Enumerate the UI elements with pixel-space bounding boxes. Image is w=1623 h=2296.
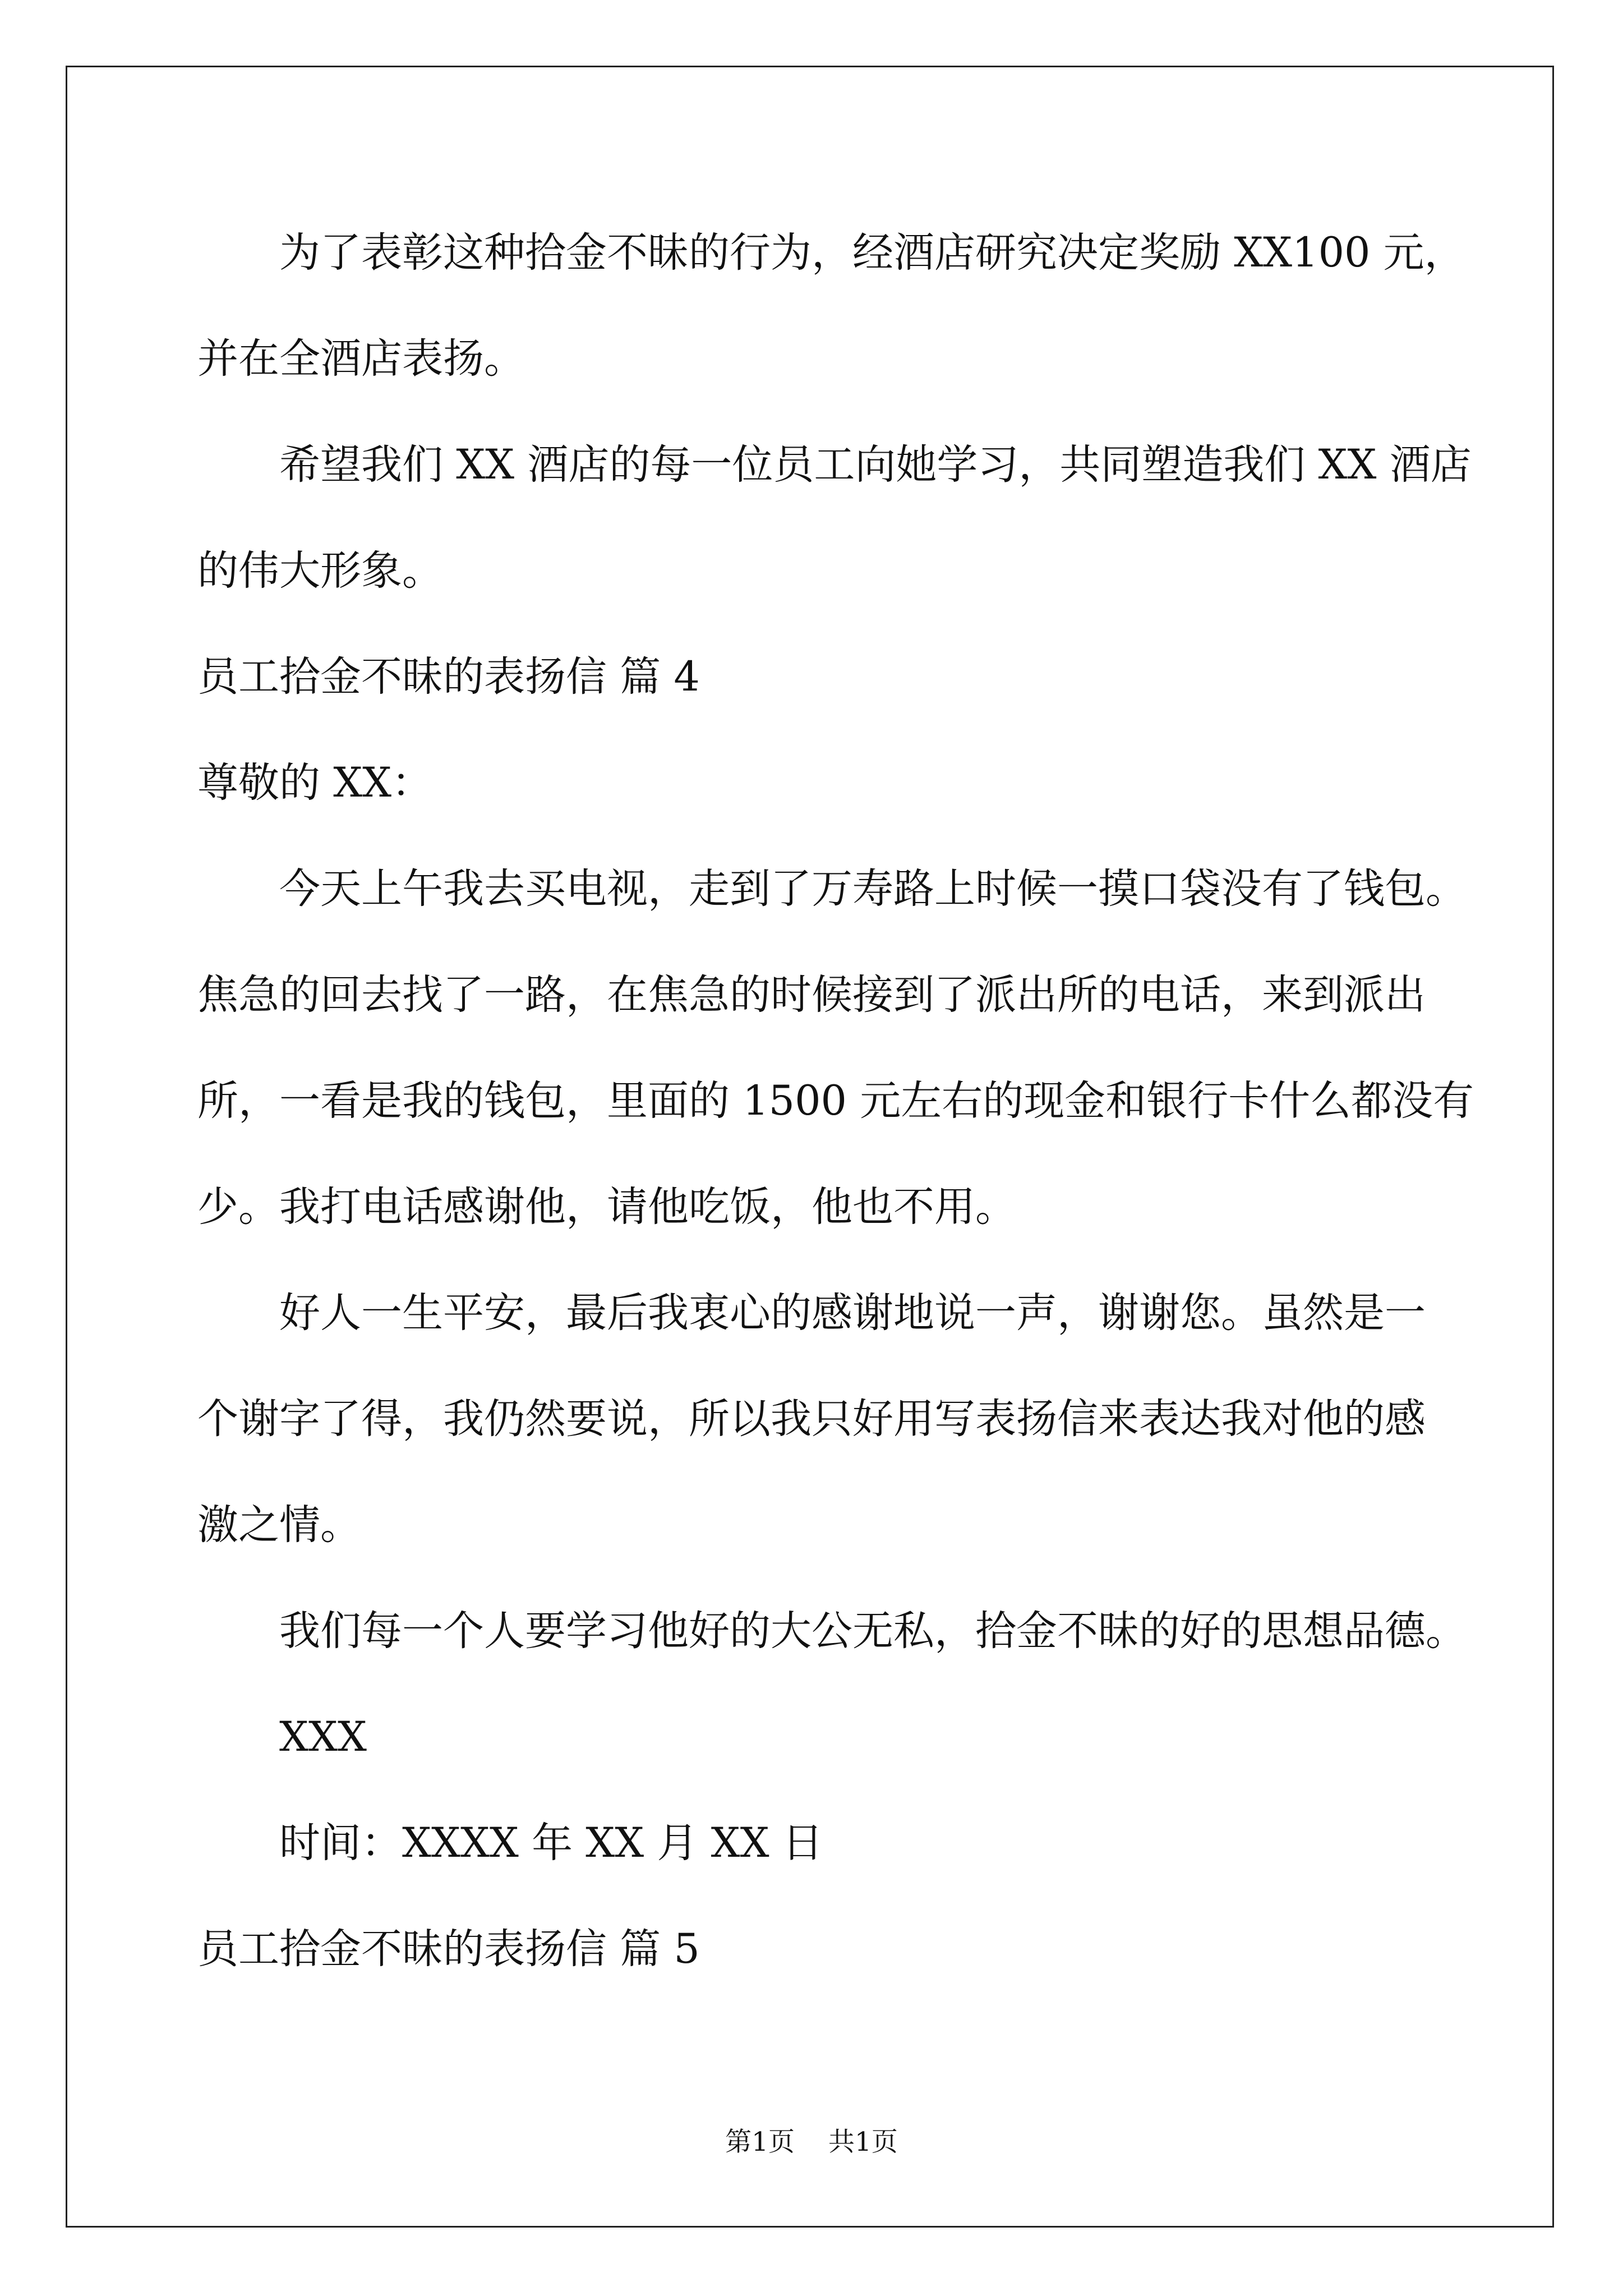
paragraph [197, 1578, 1487, 1684]
section-title: 员工拾金不昧的表扬信 篇 4 [197, 653, 700, 701]
paragraph-line: 个谢字了得，我仍然要说，所以我只好用写表扬信来表达我对他的感 [197, 1395, 1426, 1443]
paragraph-line: 并在全酒店表扬。 [197, 335, 525, 383]
paragraph [197, 412, 1487, 624]
paragraph-line: 的伟大形象。 [197, 547, 443, 595]
paragraph-line: 少。我打电话感谢他，请他吃饭，他也不用。 [197, 1183, 1016, 1231]
paragraph [197, 1260, 1487, 1578]
paragraph [197, 836, 1487, 1260]
paragraph-line: 我们每一个人要学习他好的大公无私，拾金不昧的好的思想品德。 [279, 1607, 1467, 1655]
footer-page-total: 共1页 [828, 2127, 898, 2157]
paragraph-line: 好人一生平安，最后我衷心的感谢地说一声，谢谢您。虽然是一 [279, 1289, 1426, 1337]
footer-page-number: 第1页 [725, 2127, 795, 2157]
paragraph-line: 今天上午我去买电视，走到了万寿路上时候一摸口袋没有了钱包。 [279, 865, 1467, 913]
paragraph [197, 200, 1487, 412]
salutation: 尊敬的 XX： [197, 759, 433, 807]
signature: XXX [279, 1713, 367, 1761]
letter-section [197, 1896, 1487, 2002]
paragraph-line: 希望我们 XX 酒店的每一位员工向她学习，共同塑造我们 XX 酒店 [279, 441, 1472, 489]
paragraph-line: 所，一看是我的钱包，里面的 1500 元左右的现金和银行卡什么都没有 [197, 1077, 1474, 1125]
letter-section [197, 624, 1487, 1896]
page-footer [0, 2125, 1623, 2160]
date-line: 时间：XXXX 年 XX 月 XX 日 [279, 1819, 823, 1867]
paragraph-line: 焦急的回去找了一路，在焦急的时候接到了派出所的电话，来到派出 [197, 971, 1426, 1019]
paragraph-line: 激之情。 [197, 1501, 361, 1549]
document-body [197, 200, 1487, 2002]
paragraph-line: 为了表彰这种拾金不昧的行为，经酒店研究决定奖励 XX100 元， [279, 229, 1465, 277]
section-title: 员工拾金不昧的表扬信 篇 5 [197, 1925, 700, 1973]
